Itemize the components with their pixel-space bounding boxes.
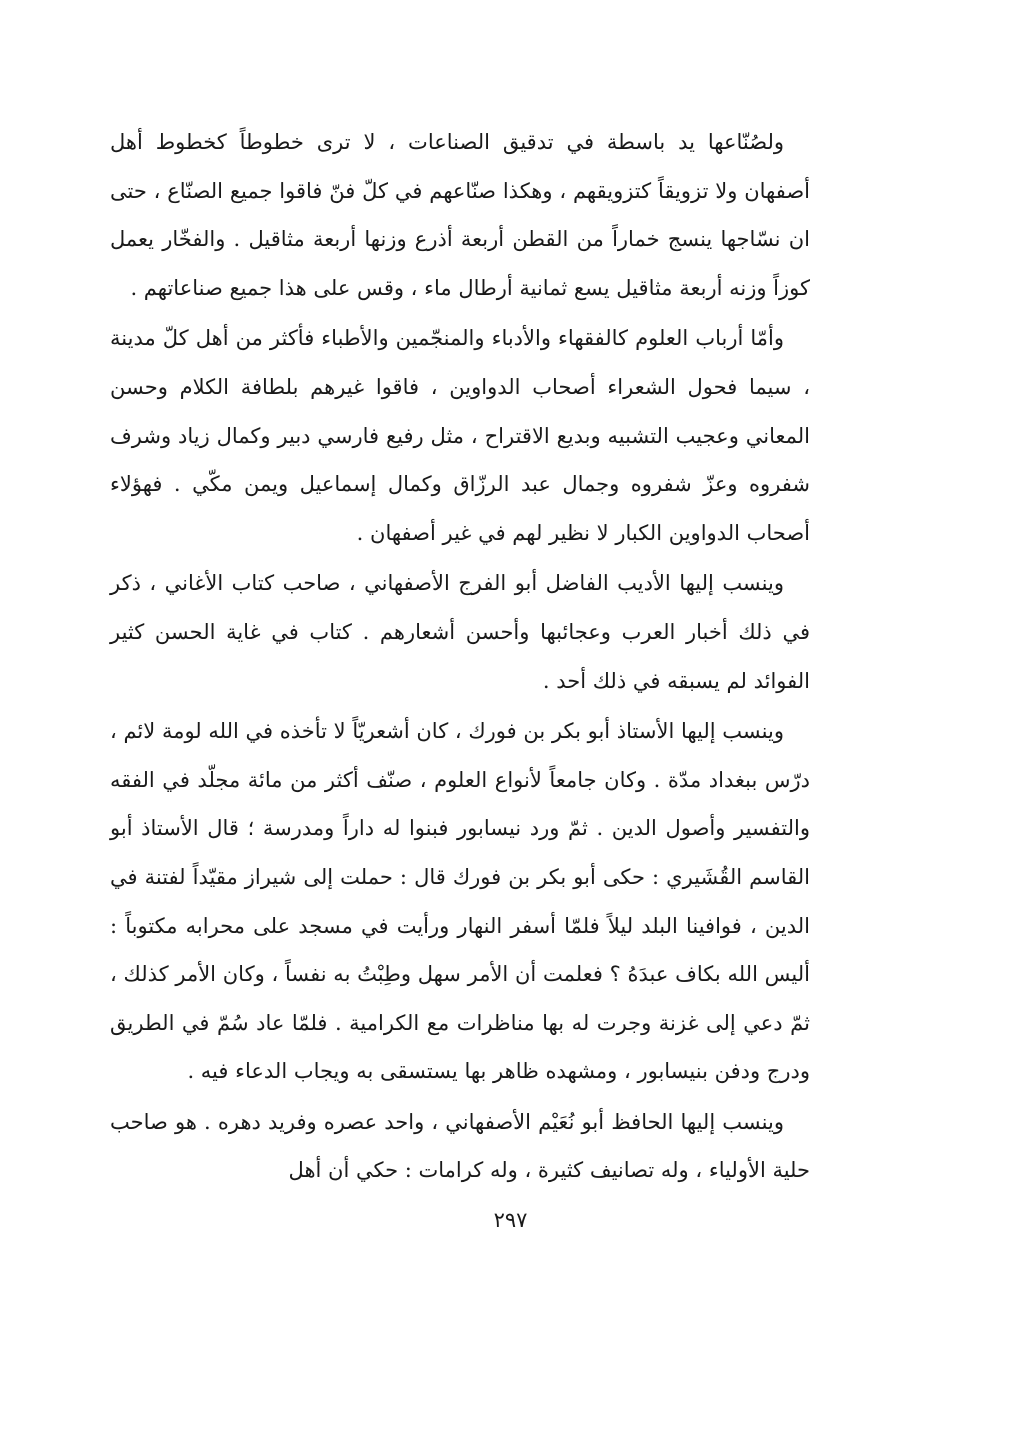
paragraph-ibn-furak: وينسب إليها الأستاذ أبو بكر بن فورك ، كان أشعريّاً لا تأخذه في الله لومة لائم ، درّس ببغداد مدّة . وكان جامعاً لأنواع العلوم ، صنّف أكثر من مائة مجلّد في الفقه والتفسير وأصول الدين . ثمّ ورد نيسابور فبنوا له داراً ومدرسة ؛ قال الأستاذ أبو القاسم القُشَيري : حكى أبو بكر بن فورك قال : حملت إلى شيراز مقيّداً لفتنة في الدين ، فوافينا البلد ليلاً فلمّا أسفر النهار ورأيت في مسجد على محرابه مكتوباً : أليس الله بكاف عبدَهُ ؟ فعلمت أن الأمر سهل وطِبْتُ به نفساً ، وكان الأمر كذلك ، ثمّ دعي إلى غزنة وجرت له بها مناظرات مع الكرامية . فلمّا عاد سُمّ في الطريق ودرج ودفن بنيسابور ، ومشهده ظاهر بها يستسقى به ويجاب الدعاء فيه .: [110, 719, 810, 1084]
page-number: ٢٩٧: [493, 1208, 528, 1232]
body-text: [110, 118, 810, 1197]
paragraph-abu-al-faraj: وينسب إليها الأديب الفاضل أبو الفرج الأصفهاني ، صاحب كتاب الأغاني ، ذكر في ذلك أخبار العرب وعجائبها وأحسن أشعارهم . كتاب في غاية الحسن كثير الفوائد لم يسبقه في ذلك أحد .: [110, 571, 810, 693]
paragraph-abu-nuaym: وينسب إليها الحافظ أبو نُعَيْم الأصفهاني ، واحد عصره وفريد دهره . هو صاحب حلية الأولياء ، وله تصانيف كثيرة ، وله كرامات : حكي أن أهل: [110, 1109, 810, 1183]
paragraph-artisans: ولصُنّاعها يد باسطة في تدقيق الصناعات ، لا ترى خطوطاً كخطوط أهل أصفهان ولا تزويقاً كتزويقهم ، وهكذا صنّاعهم في كلّ فنّ فاقوا جميع الصنّاع ، حتى ان نسّاجها ينسج خماراً من القطن أربعة أذرع وزنها أربعة مثاقيل . والفخّار يعمل كوزاً وزنه أربعة مثاقيل يسع ثمانية أرطال ماء ، وقس على هذا جميع صناعاتهم .: [110, 130, 810, 300]
paragraph-scholars: وأمّا أرباب العلوم كالفقهاء والأدباء والمنجّمين والأطباء فأكثر من أهل كلّ مدينة ، سيما فحول الشعراء أصحاب الدواوين ، فاقوا غيرهم بلطافة الكلام وحسن المعاني وعجيب التشبيه وبديع الاقتراح ، مثل رفيع فارسي دبير وكمال زياد وشرف شفروه وعزّ شفروه وجمال عبد الرزّاق وكمال إسماعيل ويمن مكّي . فهؤلاء أصحاب الدواوين الكبار لا نظير لهم في غير أصفهان .: [110, 326, 810, 545]
